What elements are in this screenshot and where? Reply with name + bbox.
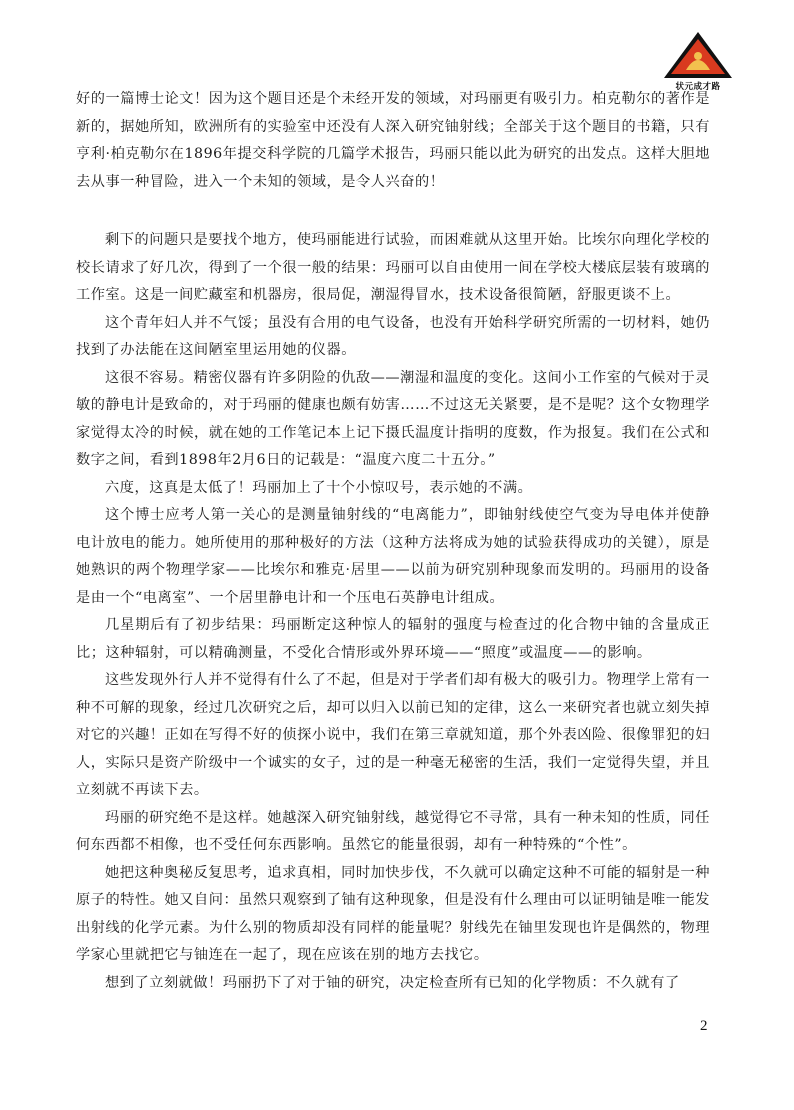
paragraph-10: 她把这种奥秘反复思考，追求真相，同时加快步伐，不久就可以确定这种不可能的辐射是一种原子的特性。她又自问：虽然只观察到了铀有这种现象，但是没有什么理由可以证明铀是唯一能发出射线的化学元素。为什么别的物质却没有同样的能量呢？射线先在铀里发现也许是偶然的，物理学家心里就把它与铀连在一起了，现在应该在别的地方去找它。: [76, 864, 710, 963]
paragraph-1: 好的一篇博士论文！因为这个题目还是个未经开发的领域，对玛丽更有吸引力。柏克勒尔的著作是新的，据她所知，欧洲所有的实验室中还没有人深入研究铀射线；全部关于这个题目的书籍，只有亨利·柏克勒尔在1896年提交科学院的几篇学术报告，玛丽只能以此为研究的出发点。这样大胆地去从事一种冒险，进入一个未知的领域，是令人兴奋的！: [76, 91, 710, 190]
paragraph-7: 几星期后有了初步结果：玛丽断定这种惊人的辐射的强度与检查过的化合物中铀的含量成正比；这种辐射，可以精确测量，不受化合情形或外界环境——“照度”或温度——的影响。: [76, 617, 710, 661]
page-number: 2: [700, 1018, 708, 1034]
paragraph-5: 六度，这真是太低了！玛丽加上了十个小惊叹号，表示她的不满。: [105, 479, 533, 496]
paragraph-4: 这很不容易。精密仪器有许多阴险的仇敌——潮湿和温度的变化。这间小工作室的气候对于灵敏的静电计是致命的，对于玛丽的健康也颇有妨害……不过这无关紧要，是不是呢？这个女物理学家觉得太冷的时候，就在她的工作笔记本上记下摄氏温度计指明的度数，作为报复。我们在公式和数字之间，看到1898年2月6日的记载是：“温度六度二十五分。”: [76, 369, 710, 468]
paragraph-6: 这个博士应考人第一关心的是测量铀射线的“电离能力”，即铀射线使空气变为导电体并使静电计放电的能力。她所使用的那种极好的方法（这种方法将成为她的试验获得成功的关键），原是她熟识的两个物理学家——比埃尔和雅克·居里——以前为研究别种现象而发明的。玛丽用的设备是由一个“电离室”、一个居里静电计和一个压电石英静电计组成。: [76, 507, 710, 606]
logo-text: 状元成才路: [675, 82, 721, 92]
paragraph-3: 这个青年妇人并不气馁；虽没有合用的电气设备，也没有开始科学研究所需的一切材料，她仍找到了办法能在这间陋室里运用她的仪器。: [76, 314, 710, 358]
paragraph-2: 剩下的问题只是要找个地方，使玛丽能进行试验，而困难就从这里开始。比埃尔向理化学校的校长请求了好几次，得到了一个很一般的结果：玛丽可以自由使用一间在学校大楼底层装有玻璃的工作室。这是一间贮藏室和机器房，很局促，潮湿得冒水，技术设备很简陋，舒服更谈不上。: [76, 232, 710, 303]
paragraph-8: 这些发现外行人并不觉得有什么了不起，但是对于学者们却有极大的吸引力。物理学上常有一种不可解的现象，经过几次研究之后，却可以归入以前已知的定律，这么一来研究者也就立刻失掉对它的兴趣！正如在写得不好的侦探小说中，我们在第三章就知道，那个外表凶险、很像罪犯的妇人，实际只是资产阶级中一个诚实的女子，过的是一种毫无秘密的生活，我们一定觉得失望，并且立刻就不再读下去。: [76, 672, 710, 798]
paragraph-9: 玛丽的研究绝不是这样。她越深入研究铀射线，越觉得它不寻常，具有一种未知的性质，同任何东西都不相像，也不受任何东西影响。虽然它的能量很弱，却有一种特殊的“个性”。: [76, 809, 710, 853]
publisher-logo: [660, 30, 736, 92]
article-body: [76, 86, 710, 997]
logo-emblem-icon: [660, 30, 736, 80]
paragraph-11: 想到了立刻就做！玛丽扔下了对于铀的研究，决定检查所有已知的化学物质：不久就有了: [105, 974, 680, 991]
